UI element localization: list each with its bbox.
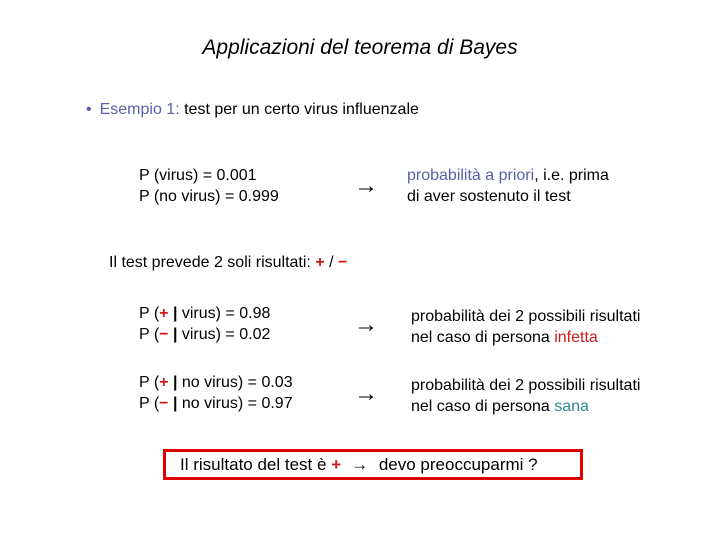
likelihood-plus-virus: P (+ | virus) = 0.98 <box>139 305 271 322</box>
slide-title: Applicazioni del teorema di Bayes <box>202 36 518 59</box>
healthy-desc-line1: probabilità dei 2 possibili risultati <box>411 377 641 394</box>
healthy-likelihoods <box>139 372 293 414</box>
prior-desc-line2: di aver sostenuto il test <box>407 188 571 205</box>
bullet-marker: • <box>86 101 92 118</box>
results-intro-text: Il test prevede 2 soli risultati: <box>109 254 316 271</box>
conclusion-plus: + <box>331 455 342 474</box>
infected-desc-line1: probabilità dei 2 possibili risultati <box>411 308 641 325</box>
conclusion-text: Il risultato del test è <box>180 455 332 474</box>
healthy-desc-line2: nel caso di persona <box>411 398 555 415</box>
conclusion-question: devo preoccuparmi ? <box>374 455 538 474</box>
healthy-word: sana <box>554 398 589 415</box>
infected-word: infetta <box>554 329 598 346</box>
plus-sign: + <box>315 254 325 271</box>
infected-arrow: → <box>354 311 378 338</box>
prior-desc-rest: , i.e. prima <box>534 167 609 184</box>
infected-description <box>411 306 640 348</box>
conclusion-arrow: → <box>351 455 369 474</box>
example-label: Esempio 1: <box>99 101 180 118</box>
results-intro <box>109 252 347 273</box>
infected-likelihoods <box>139 303 270 345</box>
conclusion-box <box>163 449 583 480</box>
likelihood-plus-no-virus: P (+ | no virus) = 0.03 <box>139 374 293 391</box>
prior-virus: P (virus) = 0.001 <box>139 167 257 184</box>
healthy-description <box>411 375 640 417</box>
healthy-arrow: → <box>354 380 378 407</box>
example-bullet <box>86 101 419 119</box>
prior-probabilities <box>139 165 279 207</box>
prior-no-virus: P (no virus) = 0.999 <box>139 188 279 205</box>
slash: / <box>324 254 338 271</box>
likelihood-minus-no-virus: P (− | no virus) = 0.97 <box>139 395 293 412</box>
infected-desc-line2: nel caso di persona <box>411 329 555 346</box>
example-text: test per un certo virus influenzale <box>179 101 419 118</box>
prior-arrow: → <box>354 172 378 199</box>
likelihood-minus-virus: P (− | virus) = 0.02 <box>139 326 271 343</box>
prior-description <box>407 165 609 207</box>
minus-sign: − <box>338 254 348 271</box>
prior-highlight: probabilità a priori <box>407 167 535 184</box>
